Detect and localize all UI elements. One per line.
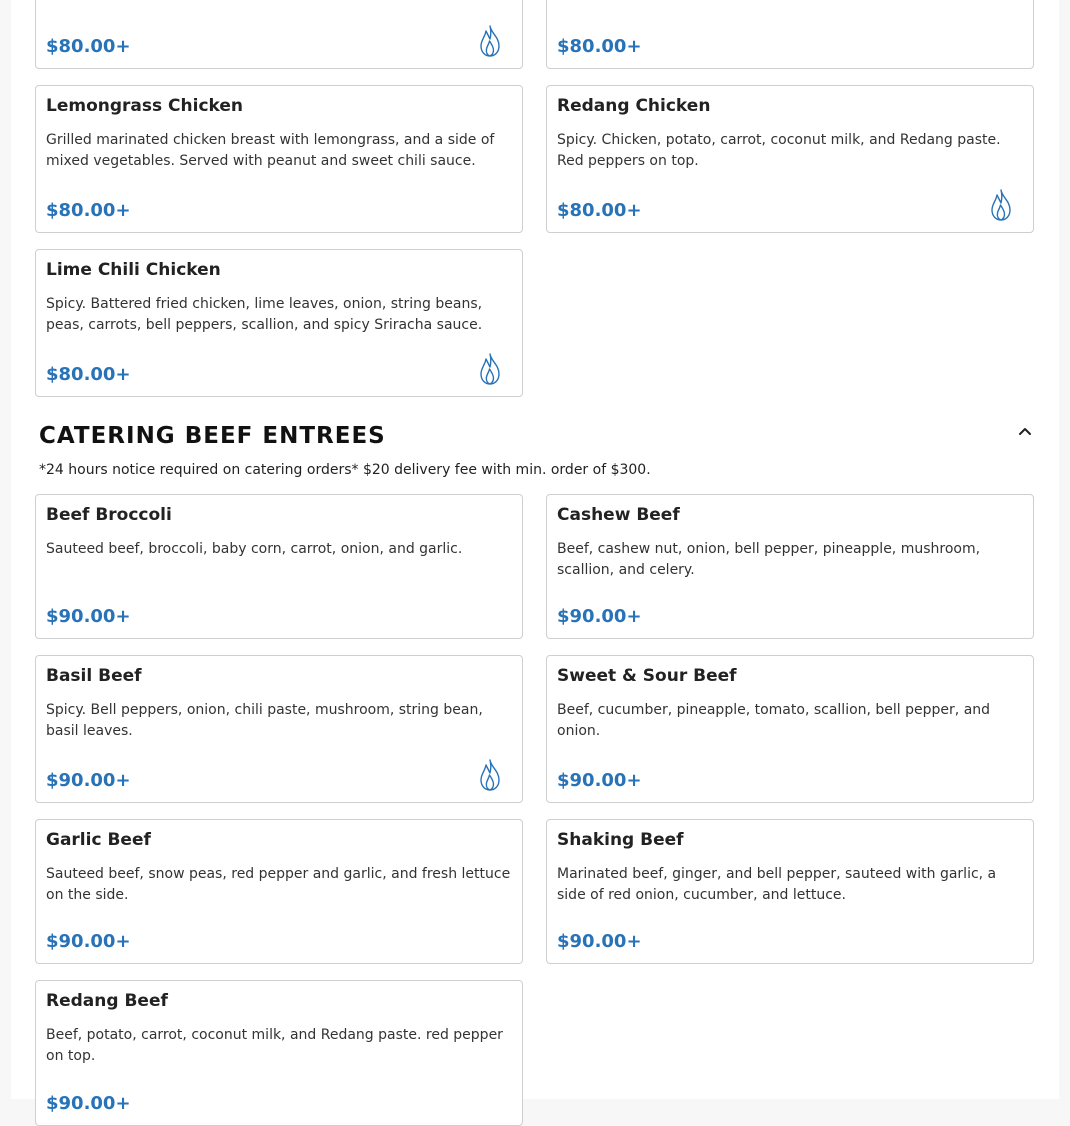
menu-item-description: Spicy. Chicken, potato, carrot, coconut milk, and Redang paste. Red peppers on top. xyxy=(557,132,1001,169)
menu-item-price: $80.00+ xyxy=(557,36,642,57)
menu-item-price: $90.00+ xyxy=(46,770,131,791)
menu-item-name: Sweet & Sour Beef xyxy=(557,666,737,686)
menu-item-name: Garlic Beef xyxy=(46,830,151,850)
menu-item-price: $90.00+ xyxy=(46,606,131,627)
menu-item-card[interactable] xyxy=(546,655,1034,803)
menu-item-price: $90.00+ xyxy=(557,931,642,952)
menu-item-description: Sauteed beef, snow peas, red pepper and garlic, and fresh lettuce on the side. xyxy=(46,866,511,903)
menu-item-card[interactable] xyxy=(35,980,523,1126)
menu-item-description: Grilled marinated chicken breast with lemongrass, and a side of mixed vegetables. Served with peanut and sweet chili sauce. xyxy=(46,132,495,169)
menu-item-description: Beef, cucumber, pineapple, tomato, scallion, bell pepper, and onion. xyxy=(557,702,991,739)
menu-item-description: Spicy. Bell peppers, onion, chili paste, mushroom, string bean, basil leaves. xyxy=(46,702,483,739)
menu-item-name: Redang Beef xyxy=(46,991,168,1011)
menu-item-description: Marinated beef, ginger, and bell pepper, sauteed with garlic, a side of red onion, cucumber, and lettuce. xyxy=(557,866,997,903)
menu-item-card[interactable] xyxy=(35,494,523,639)
menu-item-card[interactable] xyxy=(546,494,1034,639)
flame-icon xyxy=(477,24,503,58)
flame-icon xyxy=(477,352,503,386)
menu-item-description: Beef, cashew nut, onion, bell pepper, pineapple, mushroom, scallion, and celery. xyxy=(557,541,981,578)
flame-icon xyxy=(988,188,1014,222)
flame-icon xyxy=(477,758,503,792)
section-note: *24 hours notice required on catering orders* $20 delivery fee with min. order of $300. xyxy=(39,462,651,478)
menu-item-name: Lime Chili Chicken xyxy=(46,260,221,280)
menu-item-price: $90.00+ xyxy=(46,931,131,952)
menu-item-name: Redang Chicken xyxy=(557,96,711,116)
menu-item-price: $80.00+ xyxy=(46,200,131,221)
menu-item-price: $90.00+ xyxy=(557,770,642,791)
menu-item-card[interactable] xyxy=(546,819,1034,964)
menu-item-price: $90.00+ xyxy=(557,606,642,627)
menu-item-name: Basil Beef xyxy=(46,666,142,686)
menu-item-card[interactable] xyxy=(35,819,523,964)
menu-item-name: Beef Broccoli xyxy=(46,505,172,525)
chevron-up-icon[interactable] xyxy=(1014,421,1036,443)
menu-item-name: Shaking Beef xyxy=(557,830,684,850)
menu-item-name: Lemongrass Chicken xyxy=(46,96,244,116)
menu-item-card[interactable] xyxy=(35,85,523,233)
menu-item-price: $80.00+ xyxy=(557,200,642,221)
menu-item-price: $80.00+ xyxy=(46,36,131,57)
section-title: CATERING BEEF ENTREES xyxy=(39,423,386,449)
menu-item-card[interactable] xyxy=(546,85,1034,233)
menu-item-card[interactable] xyxy=(546,0,1034,69)
menu-item-name: Cashew Beef xyxy=(557,505,680,525)
menu-item-description: Beef, potato, carrot, coconut milk, and Redang paste. red pepper on top. xyxy=(46,1027,503,1064)
menu-item-price: $80.00+ xyxy=(46,364,131,385)
menu-item-description: Spicy. Battered fried chicken, lime leaves, onion, string beans, peas, carrots, bell peppers, scallion, and spicy Sriracha sauce. xyxy=(46,296,483,333)
menu-item-card[interactable] xyxy=(35,0,523,69)
menu-item-card[interactable] xyxy=(35,655,523,803)
menu-page xyxy=(11,0,1059,1114)
menu-item-card[interactable] xyxy=(35,249,523,397)
menu-item-description: Sauteed beef, broccoli, baby corn, carrot, onion, and garlic. xyxy=(46,541,463,557)
menu-item-price: $90.00+ xyxy=(46,1093,131,1114)
